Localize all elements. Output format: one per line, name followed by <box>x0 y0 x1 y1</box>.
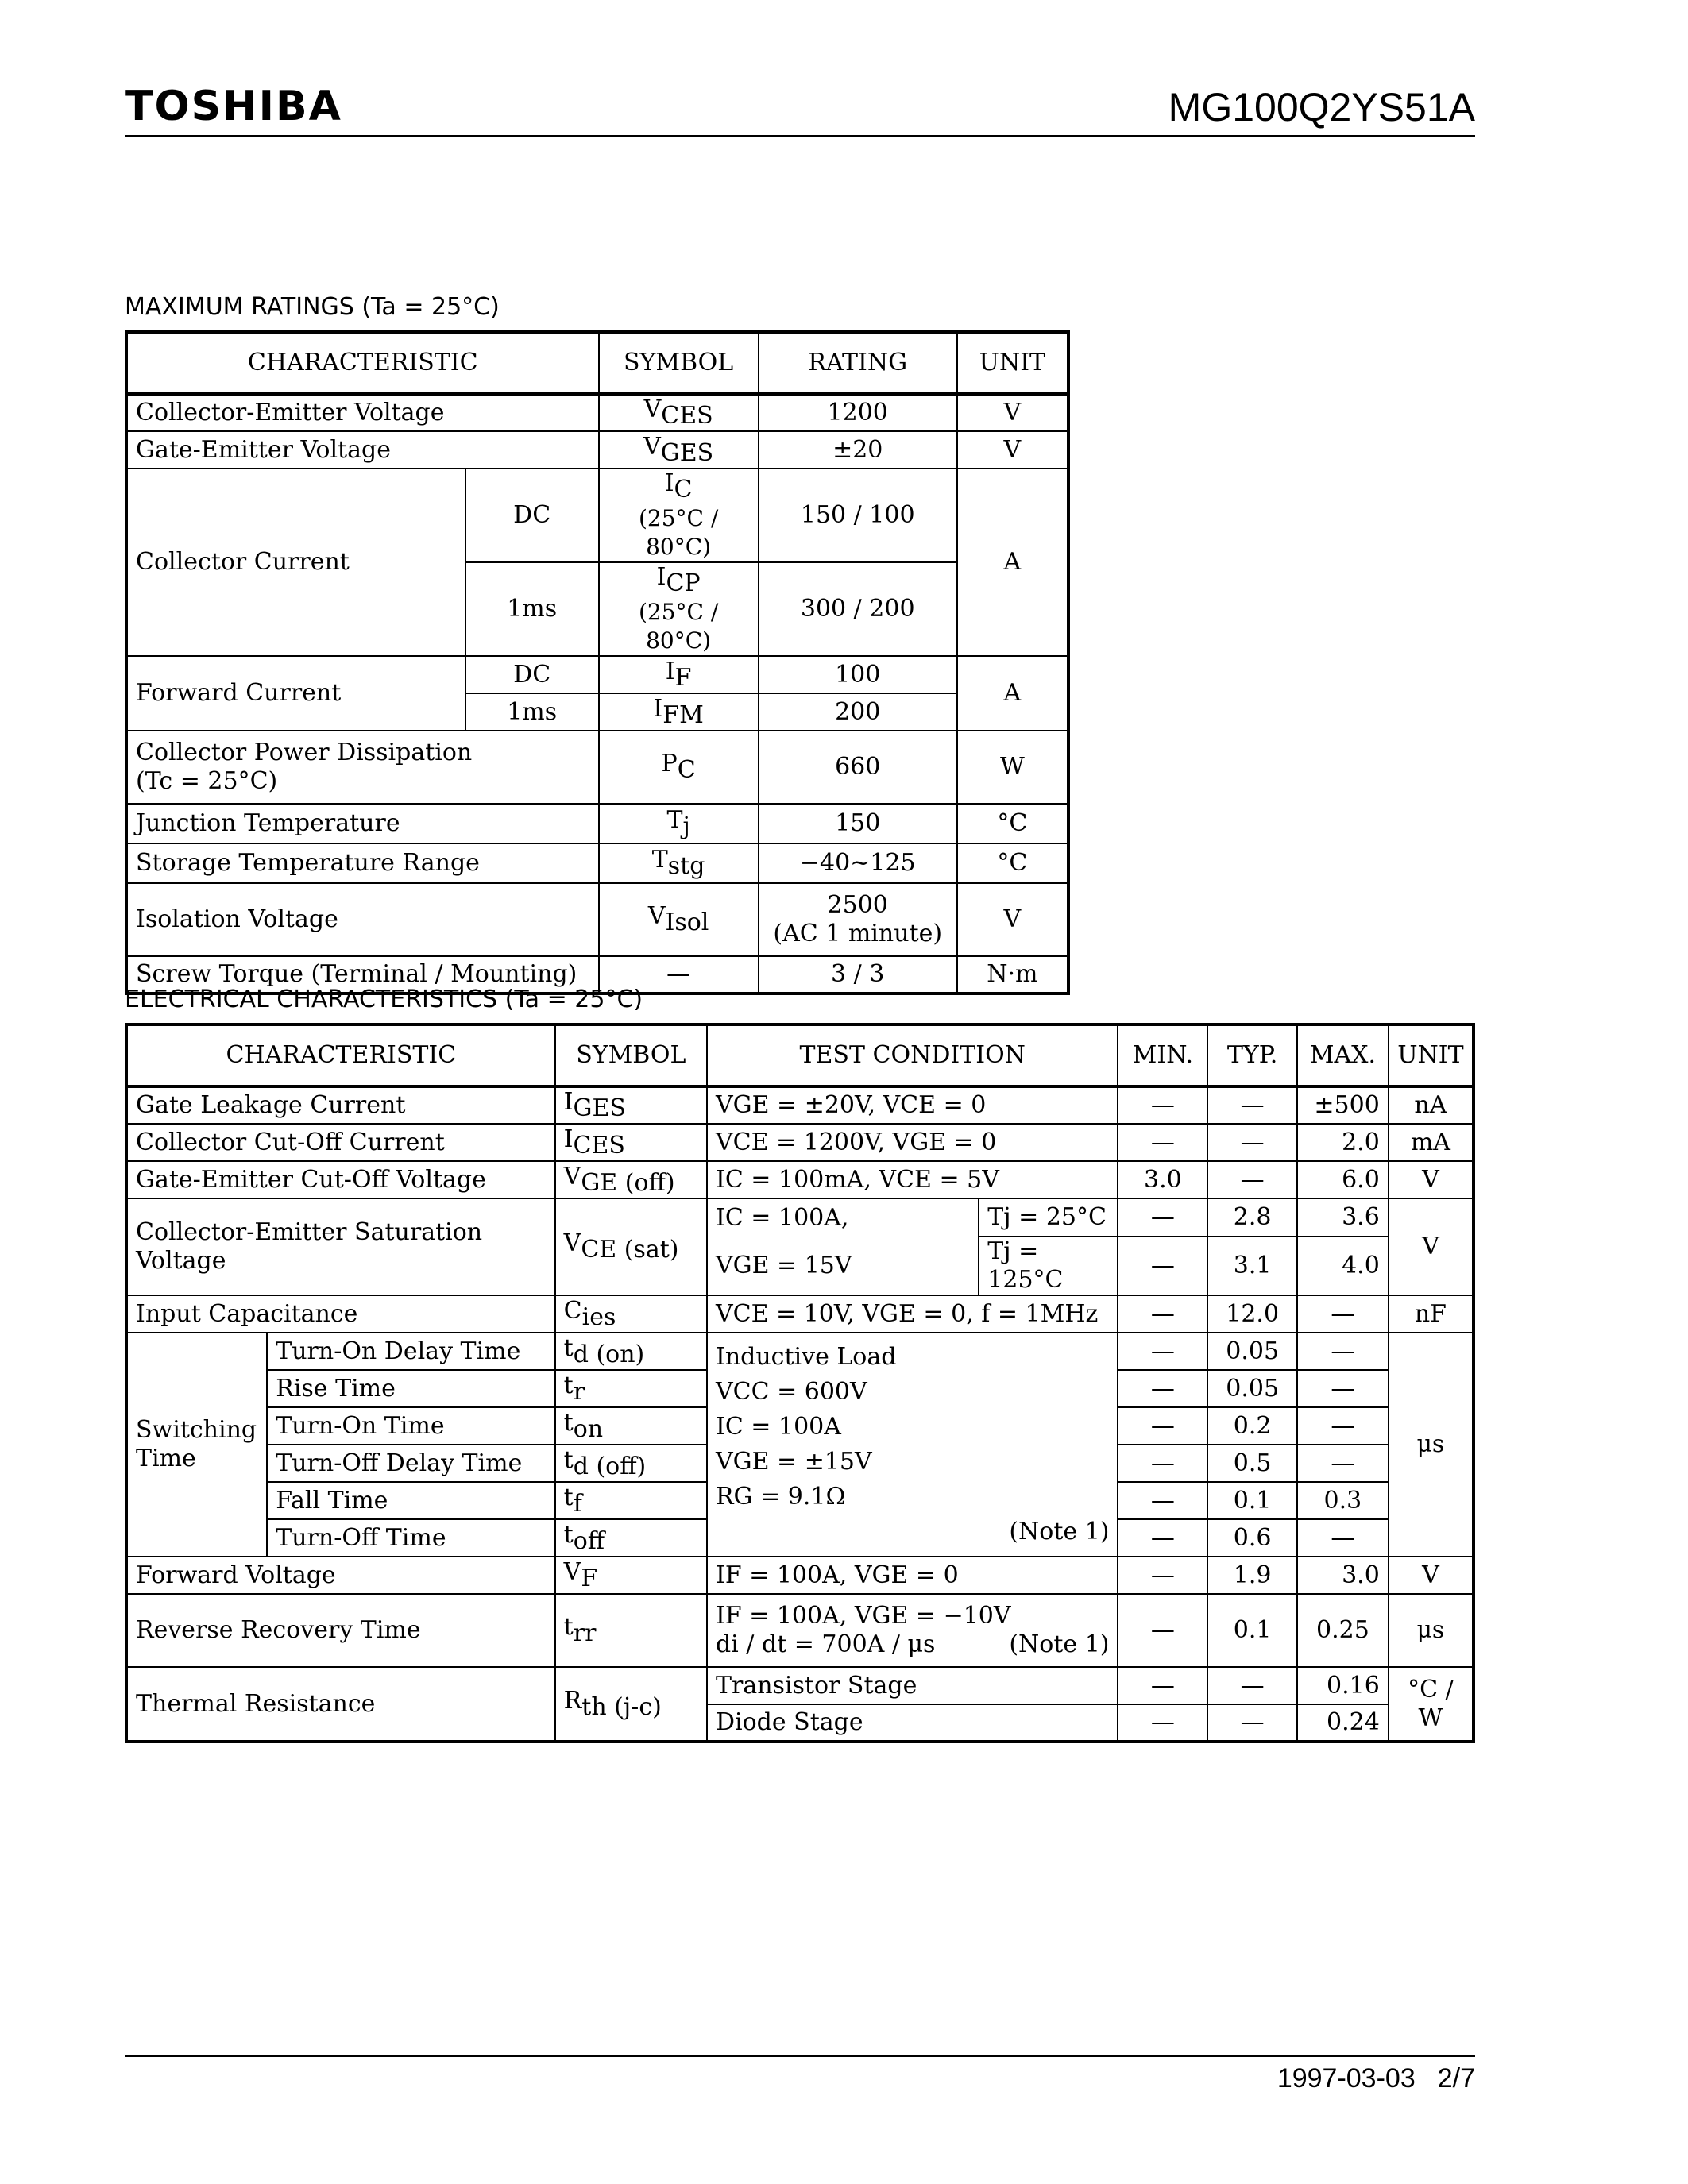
condition-cell: Transistor Stage <box>707 1667 1118 1704</box>
table-header-row <box>126 332 1068 394</box>
unit-cell: W <box>957 731 1068 804</box>
sub-characteristic-cell: Turn-Off Delay Time <box>267 1445 554 1482</box>
rating-cell: 100 <box>759 656 957 693</box>
typ-cell: 0.05 <box>1207 1370 1297 1407</box>
table-row <box>126 1594 1474 1667</box>
unit-cell: mA <box>1389 1124 1474 1161</box>
unit-cell: A <box>957 469 1068 656</box>
symbol-cell: $t_{d (on)}$ <box>555 1333 707 1370</box>
unit-cell: V <box>1389 1198 1474 1295</box>
typ-cell: 1.9 <box>1207 1557 1297 1594</box>
characteristic-cell: Collector Cut-Off Current <box>126 1124 555 1161</box>
min-cell: — <box>1118 1445 1207 1482</box>
max-cell: 4.0 <box>1297 1237 1389 1295</box>
symbol-cell: $V_{CE (sat)}$ <box>555 1198 707 1295</box>
typ-cell: 0.05 <box>1207 1333 1297 1370</box>
min-cell: — <box>1118 1407 1207 1445</box>
typ-cell: 0.1 <box>1207 1482 1297 1519</box>
max-cell: — <box>1297 1519 1389 1557</box>
col-header: UNIT <box>957 332 1068 394</box>
symbol-cell: $V_{Isol}$ <box>599 883 759 956</box>
unit-cell: V <box>957 431 1068 469</box>
table-row <box>126 731 1068 804</box>
footer-date: 1997-03-03 <box>1277 2063 1416 2093</box>
min-cell: 3.0 <box>1118 1161 1207 1198</box>
header-rule <box>125 135 1475 137</box>
max-cell: 0.3 <box>1297 1482 1389 1519</box>
condition-cell: VCE = 1200V, VGE = 0 <box>707 1124 1118 1161</box>
min-cell: — <box>1118 1086 1207 1124</box>
elec-characteristics-title: ELECTRICAL CHARACTERISTICS (Ta = 25°C) <box>125 986 643 1013</box>
min-cell: — <box>1118 1295 1207 1333</box>
characteristic-cell: Storage Temperature Range <box>126 843 599 883</box>
symbol-cell: $I_{CP}$ (25°C / 80°C) <box>599 562 759 656</box>
symbol-cell: $t_{d (off)}$ <box>555 1445 707 1482</box>
table-row <box>126 1198 1474 1237</box>
symbol-cell: $T_j$ <box>599 804 759 843</box>
min-cell: — <box>1118 1198 1207 1237</box>
table-row <box>126 883 1068 956</box>
rating-cell: 150 <box>759 804 957 843</box>
characteristic-cell: Collector Power Dissipation (Tc = 25°C) <box>126 731 599 804</box>
condition-cell: 1ms <box>465 562 599 656</box>
typ-cell: 2.8 <box>1207 1198 1297 1237</box>
min-cell: — <box>1118 1370 1207 1407</box>
condition-cell: IF = 100A, VGE = −10V di / dt = 700A / μs (Note 1) <box>707 1594 1118 1667</box>
table-row <box>126 1161 1474 1198</box>
unit-cell: V <box>957 394 1068 431</box>
col-header: TYP. <box>1207 1024 1297 1086</box>
symbol-cell: $I_{GES}$ <box>555 1086 707 1124</box>
condition-cell: DC <box>465 469 599 562</box>
brand-logo: TOSHIBA <box>125 83 342 130</box>
table-row <box>126 1086 1474 1124</box>
typ-cell: — <box>1207 1086 1297 1124</box>
characteristic-cell: Gate-Emitter Cut-Off Voltage <box>126 1161 555 1198</box>
unit-cell: nA <box>1389 1086 1474 1124</box>
unit-cell: μs <box>1389 1333 1474 1557</box>
symbol-cell: $t_{off}$ <box>555 1519 707 1557</box>
symbol-cell: $C_{ies}$ <box>555 1295 707 1333</box>
symbol-cell: $V_{GE (off)}$ <box>555 1161 707 1198</box>
rating-cell: 2500 (AC 1 minute) <box>759 883 957 956</box>
min-cell: — <box>1118 1237 1207 1295</box>
rating-cell: −40~125 <box>759 843 957 883</box>
max-cell: — <box>1297 1370 1389 1407</box>
elec-characteristics-table <box>125 1023 1475 1743</box>
symbol-cell: $t_f$ <box>555 1482 707 1519</box>
typ-cell: 0.5 <box>1207 1445 1297 1482</box>
sub-characteristic-cell: Turn-Off Time <box>267 1519 554 1557</box>
symbol-cell: $P_C$ <box>599 731 759 804</box>
unit-cell: nF <box>1389 1295 1474 1333</box>
max-cell: 0.25 <box>1297 1594 1389 1667</box>
table-row <box>126 1124 1474 1161</box>
symbol-cell: — <box>599 956 759 994</box>
footer-rule <box>125 2055 1475 2057</box>
max-cell: 2.0 <box>1297 1124 1389 1161</box>
rating-cell: 660 <box>759 731 957 804</box>
max-cell: — <box>1297 1445 1389 1482</box>
table-row <box>126 469 1068 562</box>
col-header: SYMBOL <box>555 1024 707 1086</box>
characteristic-cell: Isolation Voltage <box>126 883 599 956</box>
characteristic-cell: Input Capacitance <box>126 1295 555 1333</box>
unit-cell: A <box>957 656 1068 731</box>
characteristic-cell: Reverse Recovery Time <box>126 1594 555 1667</box>
characteristic-cell: Collector-Emitter Voltage <box>126 394 599 431</box>
col-header: CHARACTERISTIC <box>126 332 599 394</box>
max-ratings-title: MAXIMUM RATINGS (Ta = 25°C) <box>125 293 500 321</box>
table-row <box>126 804 1068 843</box>
characteristic-cell: Collector Current <box>126 469 465 656</box>
characteristic-cell: Screw Torque (Terminal / Mounting) <box>126 956 599 994</box>
min-cell: — <box>1118 1333 1207 1370</box>
characteristic-cell: Thermal Resistance <box>126 1667 555 1742</box>
symbol-cell: $V_{GES}$ <box>599 431 759 469</box>
max-cell: 3.6 <box>1297 1198 1389 1237</box>
symbol-cell: $T_{stg}$ <box>599 843 759 883</box>
table-row <box>126 1557 1474 1594</box>
symbol-cell: $V_F$ <box>555 1557 707 1594</box>
max-cell: ±500 <box>1297 1086 1389 1124</box>
table-row <box>126 431 1068 469</box>
max-cell: 0.16 <box>1297 1667 1389 1704</box>
sub-characteristic-cell: Fall Time <box>267 1482 554 1519</box>
condition-cell: IF = 100A, VGE = 0 <box>707 1557 1118 1594</box>
table-row <box>126 394 1068 431</box>
min-cell: — <box>1118 1557 1207 1594</box>
characteristic-cell: Forward Current <box>126 656 465 731</box>
min-cell: — <box>1118 1124 1207 1161</box>
characteristic-cell: Gate Leakage Current <box>126 1086 555 1124</box>
min-cell: — <box>1118 1519 1207 1557</box>
max-cell: — <box>1297 1407 1389 1445</box>
min-cell: — <box>1118 1704 1207 1742</box>
symbol-cell: $t_{rr}$ <box>555 1594 707 1667</box>
max-cell: — <box>1297 1295 1389 1333</box>
symbol-cell: $I_{CES}$ <box>555 1124 707 1161</box>
characteristic-cell: Junction Temperature <box>126 804 599 843</box>
unit-cell: N·m <box>957 956 1068 994</box>
col-header: SYMBOL <box>599 332 759 394</box>
condition-cell: Inductive Load VCC = 600V IC = 100A VGE = ±15V RG = 9.1Ω (Note 1) <box>707 1333 1118 1557</box>
sub-characteristic-cell: Rise Time <box>267 1370 554 1407</box>
typ-cell: — <box>1207 1667 1297 1704</box>
typ-cell: 0.6 <box>1207 1519 1297 1557</box>
table-header-row <box>126 1024 1474 1086</box>
min-cell: — <box>1118 1482 1207 1519</box>
footer <box>1277 2065 1475 2092</box>
unit-cell: V <box>1389 1557 1474 1594</box>
temperature-cell: Tj = 125°C <box>979 1237 1118 1295</box>
symbol-cell: $I_C$ (25°C / 80°C) <box>599 469 759 562</box>
rating-cell: 1200 <box>759 394 957 431</box>
symbol-cell: $t_r$ <box>555 1370 707 1407</box>
rating-cell: 3 / 3 <box>759 956 957 994</box>
symbol-cell: $I_F$ <box>599 656 759 693</box>
rating-cell: ±20 <box>759 431 957 469</box>
unit-cell: μs <box>1389 1594 1474 1667</box>
condition-cell: Diode Stage <box>707 1704 1118 1742</box>
unit-cell: °C <box>957 843 1068 883</box>
condition-cell: VGE = 15V <box>707 1237 979 1295</box>
typ-cell: 0.2 <box>1207 1407 1297 1445</box>
part-number: MG100Q2YS51A <box>1168 85 1475 129</box>
typ-cell: 3.1 <box>1207 1237 1297 1295</box>
typ-cell: 0.1 <box>1207 1594 1297 1667</box>
characteristic-cell: Switching Time <box>126 1333 267 1557</box>
condition-cell: IC = 100mA, VCE = 5V <box>707 1161 1118 1198</box>
condition-cell: IC = 100A, <box>707 1198 979 1237</box>
page-number: 2/7 <box>1437 2063 1475 2093</box>
col-header: UNIT <box>1389 1024 1474 1086</box>
max-cell: 3.0 <box>1297 1557 1389 1594</box>
characteristic-cell: Forward Voltage <box>126 1557 555 1594</box>
symbol-cell: $V_{CES}$ <box>599 394 759 431</box>
typ-cell: 12.0 <box>1207 1295 1297 1333</box>
col-header: MAX. <box>1297 1024 1389 1086</box>
col-header: TEST CONDITION <box>707 1024 1118 1086</box>
col-header: MIN. <box>1118 1024 1207 1086</box>
table-row <box>126 1295 1474 1333</box>
characteristic-cell: Collector-Emitter Saturation Voltage <box>126 1198 555 1295</box>
sub-characteristic-cell: Turn-On Delay Time <box>267 1333 554 1370</box>
characteristic-cell: Gate-Emitter Voltage <box>126 431 599 469</box>
typ-cell: — <box>1207 1704 1297 1742</box>
max-cell: — <box>1297 1333 1389 1370</box>
symbol-cell: $I_{FM}$ <box>599 693 759 731</box>
max-cell: 6.0 <box>1297 1161 1389 1198</box>
col-header: CHARACTERISTIC <box>126 1024 555 1086</box>
condition-cell: VCE = 10V, VGE = 0, f = 1MHz <box>707 1295 1118 1333</box>
table-row <box>126 843 1068 883</box>
unit-cell: °C <box>957 804 1068 843</box>
condition-cell: 1ms <box>465 693 599 731</box>
typ-cell: — <box>1207 1161 1297 1198</box>
symbol-cell: $t_{on}$ <box>555 1407 707 1445</box>
condition-cell: VGE = ±20V, VCE = 0 <box>707 1086 1118 1124</box>
typ-cell: — <box>1207 1124 1297 1161</box>
max-ratings-table <box>125 330 1070 995</box>
min-cell: — <box>1118 1594 1207 1667</box>
rating-cell: 300 / 200 <box>759 562 957 656</box>
table-row <box>126 1333 1474 1370</box>
sub-characteristic-cell: Turn-On Time <box>267 1407 554 1445</box>
col-header: RATING <box>759 332 957 394</box>
condition-cell: DC <box>465 656 599 693</box>
rating-cell: 200 <box>759 693 957 731</box>
temperature-cell: Tj = 25°C <box>979 1198 1118 1237</box>
table-row <box>126 656 1068 693</box>
rating-cell: 150 / 100 <box>759 469 957 562</box>
min-cell: — <box>1118 1667 1207 1704</box>
symbol-cell: $R_{th (j-c)}$ <box>555 1667 707 1742</box>
unit-cell: V <box>1389 1161 1474 1198</box>
table-row <box>126 1667 1474 1704</box>
max-cell: 0.24 <box>1297 1704 1389 1742</box>
unit-cell: V <box>957 883 1068 956</box>
unit-cell: °C / W <box>1389 1667 1474 1742</box>
